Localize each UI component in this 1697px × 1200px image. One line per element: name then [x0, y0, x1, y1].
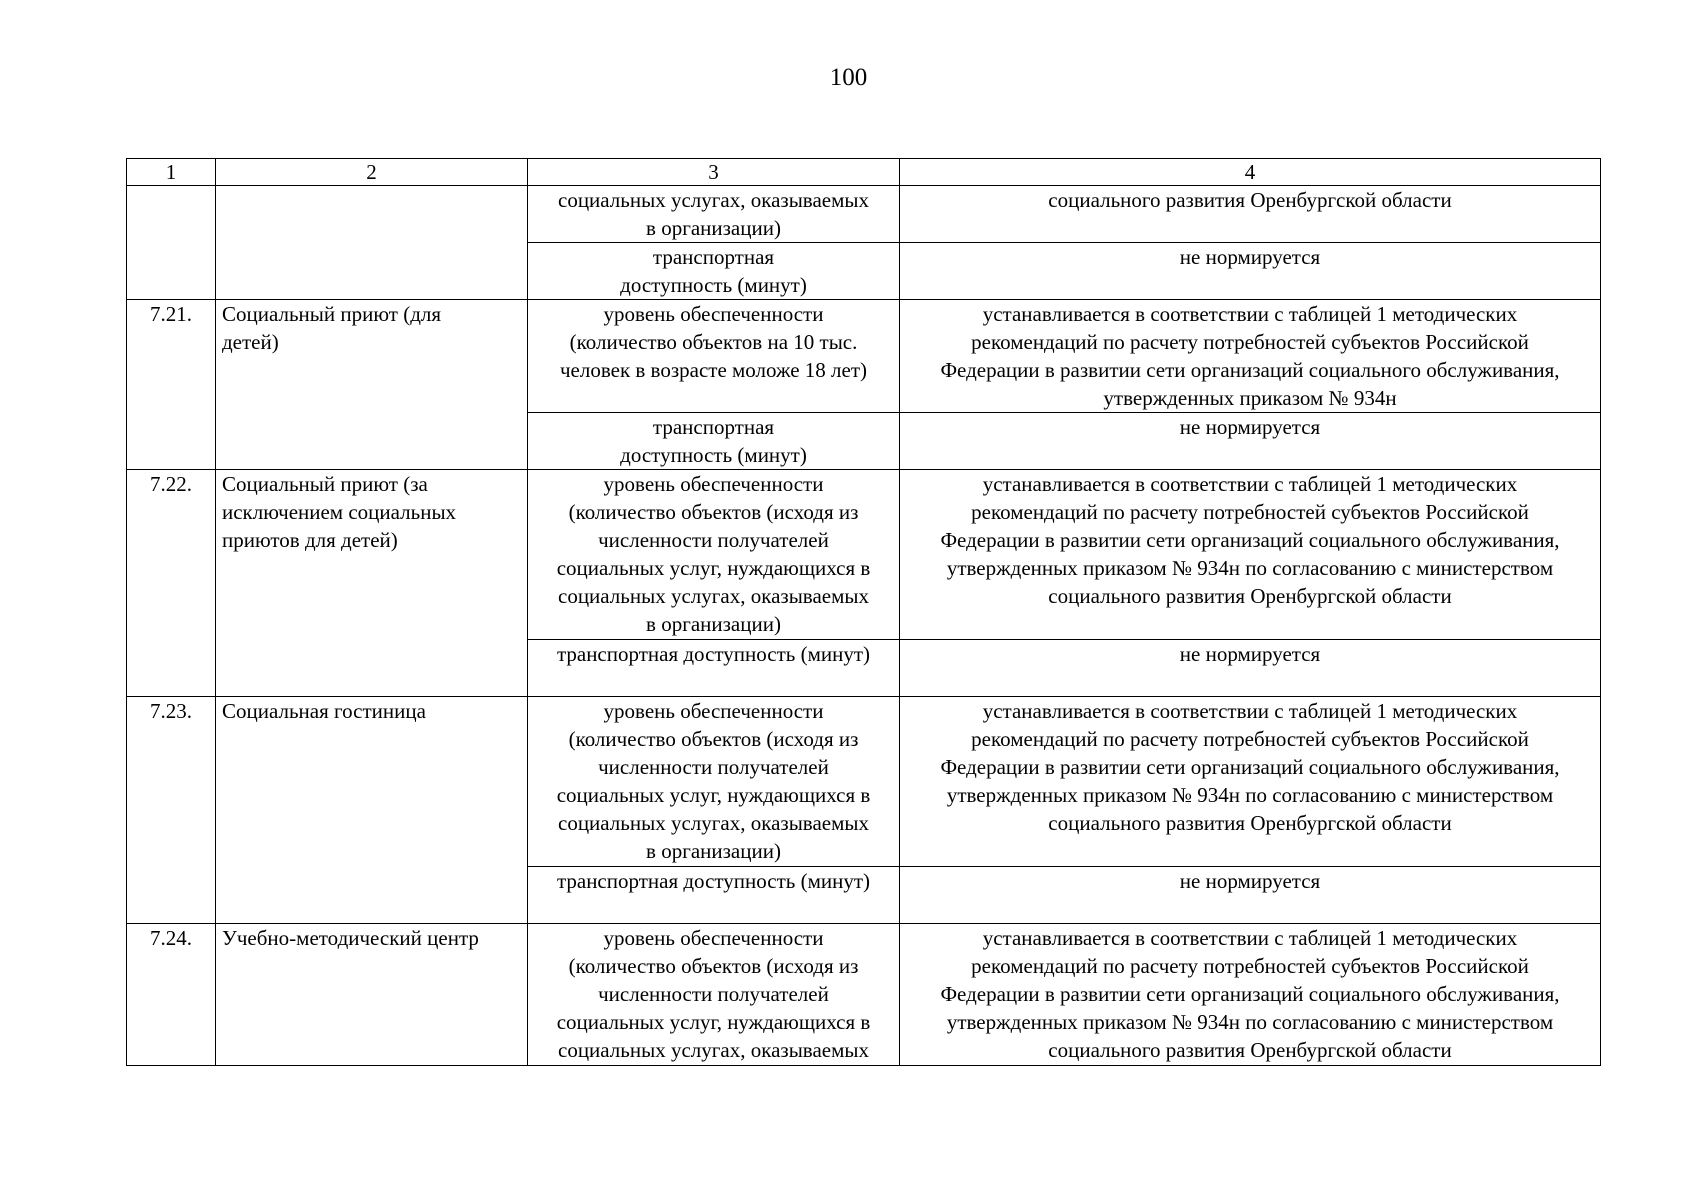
indicator-label: транспортная доступность (минут): [528, 867, 900, 924]
page-number: 100: [829, 64, 868, 91]
table-row: [127, 697, 1601, 867]
indicator-value: не нормируется: [900, 243, 1601, 300]
indicator-value: устанавливается в соответствии с таблицей 1 методических рекомендаций по расчету потребностей субъектов Российской Федерации в развитии сети организаций социального обслуживания, утвержденных приказом № 934н по согласованию с министерством социального развития Оренбургской области: [900, 697, 1601, 867]
table-row: [127, 300, 1601, 413]
row-number: 7.21.: [127, 300, 216, 470]
column-header: 1: [127, 159, 216, 186]
facility-name: Социальная гостиница: [216, 697, 528, 924]
column-header: 3: [528, 159, 900, 186]
indicator-value: не нормируется: [900, 413, 1601, 470]
indicator-label: социальных услугах, оказываемых в организации): [528, 186, 900, 243]
facility-name: Учебно-методический центр: [216, 924, 528, 1066]
column-header: 4: [900, 159, 1601, 186]
facility-name: Социальный приют (за исключением социальных приютов для детей): [216, 470, 528, 697]
indicator-label: транспортная доступность (минут): [528, 640, 900, 697]
indicator-label: уровень обеспеченности (количество объектов (исходя из численности получателей социальных услуг, нуждающихся в социальных услугах, оказываемых в организации): [528, 697, 900, 867]
indicator-label: транспортная доступность (минут): [528, 413, 900, 470]
standards-table: [126, 158, 1601, 1066]
indicator-value: устанавливается в соответствии с таблицей 1 методических рекомендаций по расчету потребностей субъектов Российской Федерации в развитии сети организаций социального обслуживания, утвержденных приказом № 934н: [900, 300, 1601, 413]
indicator-value: социального развития Оренбургской области: [900, 186, 1601, 243]
indicator-value: не нормируется: [900, 867, 1601, 924]
table-header-row: [127, 159, 1601, 186]
facility-name: Социальный приют (для детей): [216, 300, 528, 470]
indicator-value: устанавливается в соответствии с таблицей 1 методических рекомендаций по расчету потребностей субъектов Российской Федерации в развитии сети организаций социального обслуживания, утвержденных приказом № 934н по согласованию с министерством социального развития Оренбургской области: [900, 470, 1601, 640]
indicator-label: транспортная доступность (минут): [528, 243, 900, 300]
column-header: 2: [216, 159, 528, 186]
indicator-value: устанавливается в соответствии с таблицей 1 методических рекомендаций по расчету потребностей субъектов Российской Федерации в развитии сети организаций социального обслуживания, утвержденных приказом № 934н по согласованию с министерством социального развития Оренбургской области: [900, 924, 1601, 1066]
table-row: [127, 924, 1601, 1066]
indicator-value: не нормируется: [900, 640, 1601, 697]
row-number: 7.23.: [127, 697, 216, 924]
indicator-label: уровень обеспеченности (количество объектов на 10 тыс. человек в возрасте моложе 18 лет): [528, 300, 900, 413]
table-row: [127, 186, 1601, 243]
indicator-label: уровень обеспеченности (количество объектов (исходя из численности получателей социальных услуг, нуждающихся в социальных услугах, оказываемых: [528, 924, 900, 1066]
row-number: 7.24.: [127, 924, 216, 1066]
facility-name: [216, 186, 528, 300]
row-number: [127, 186, 216, 300]
table-row: [127, 470, 1601, 640]
indicator-label: уровень обеспеченности (количество объектов (исходя из численности получателей социальных услуг, нуждающихся в социальных услугах, оказываемых в организации): [528, 470, 900, 640]
row-number: 7.22.: [127, 470, 216, 697]
